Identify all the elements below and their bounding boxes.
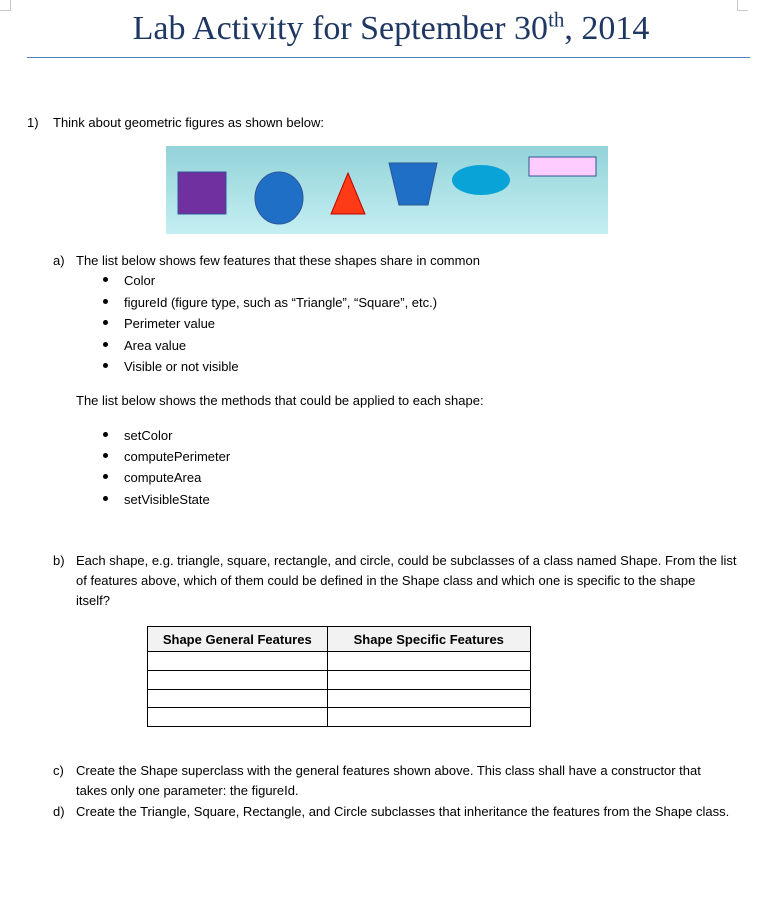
bullet: [103, 474, 108, 479]
table-cell[interactable]: [148, 708, 328, 727]
table-cell[interactable]: [148, 689, 328, 708]
header-general-features: Shape General Features: [148, 627, 328, 652]
table-cell[interactable]: [327, 689, 530, 708]
features-intro: The list below shows few features that these shapes share in common: [76, 253, 480, 268]
table-cell[interactable]: [148, 670, 328, 689]
feature-item: Perimeter value: [124, 316, 216, 331]
item-label: b): [53, 553, 65, 568]
title-underline: [27, 57, 750, 58]
table-cell[interactable]: [327, 670, 530, 689]
feature-item: Color: [124, 273, 156, 288]
question-d-text: Create the Triangle, Square, Rectangle, and Circle subclasses that inheritance the features from the Shape class.: [76, 804, 730, 819]
bullet: [103, 320, 108, 325]
circle-shape: [255, 172, 303, 224]
bullet: [103, 432, 108, 437]
method-item: setVisibleState: [124, 492, 210, 507]
question-number: 1): [27, 115, 39, 130]
item-label: a): [53, 253, 65, 268]
methods-intro: The list below shows the methods that could be applied to each shape:: [76, 393, 484, 408]
table-cell[interactable]: [148, 652, 328, 671]
header-specific-features: Shape Specific Features: [327, 627, 530, 652]
table-row: [148, 708, 531, 727]
rectangle-shape: [529, 157, 596, 176]
bullet: [103, 299, 108, 304]
bullet: [103, 496, 108, 501]
feature-item: Area value: [124, 338, 187, 353]
features-table: [147, 626, 531, 727]
table-row: [148, 670, 531, 689]
method-item: computeArea: [124, 470, 202, 485]
item-label: d): [53, 804, 65, 819]
method-item: setColor: [124, 428, 173, 443]
question-c-line: takes only one parameter: the figureId.: [76, 783, 299, 798]
ellipse-shape: [452, 165, 510, 195]
bullet: [103, 363, 108, 368]
page-title: Lab Activity for September 30th, 2014: [132, 7, 650, 47]
bullet: [103, 277, 108, 282]
table-row: [148, 652, 531, 671]
table-cell[interactable]: [327, 708, 530, 727]
table-header-row: [148, 627, 531, 652]
question-b-line: of features above, which of them could be defined in the Shape class and which one is specific to the shape: [76, 573, 696, 588]
question-b-line: Each shape, e.g. triangle, square, rectangle, and circle, could be subclasses of a class named Shape. From the list: [76, 553, 737, 568]
question-text: Think about geometric figures as shown below:: [53, 115, 324, 130]
table-row: [148, 689, 531, 708]
item-label: c): [53, 763, 64, 778]
question-c-line: Create the Shape superclass with the general features shown above. This class shall have a constructor that: [76, 763, 701, 778]
method-item: computePerimeter: [124, 449, 231, 464]
geometric-figures-image: [166, 146, 608, 234]
bullet: [103, 453, 108, 458]
question-b-line: itself?: [76, 593, 110, 608]
bullet: [103, 342, 108, 347]
feature-item: figureId (figure type, such as “Triangle”, “Square”, etc.): [124, 295, 438, 310]
square-shape: [178, 172, 226, 214]
feature-item: Visible or not visible: [124, 359, 239, 374]
table-cell[interactable]: [327, 652, 530, 671]
